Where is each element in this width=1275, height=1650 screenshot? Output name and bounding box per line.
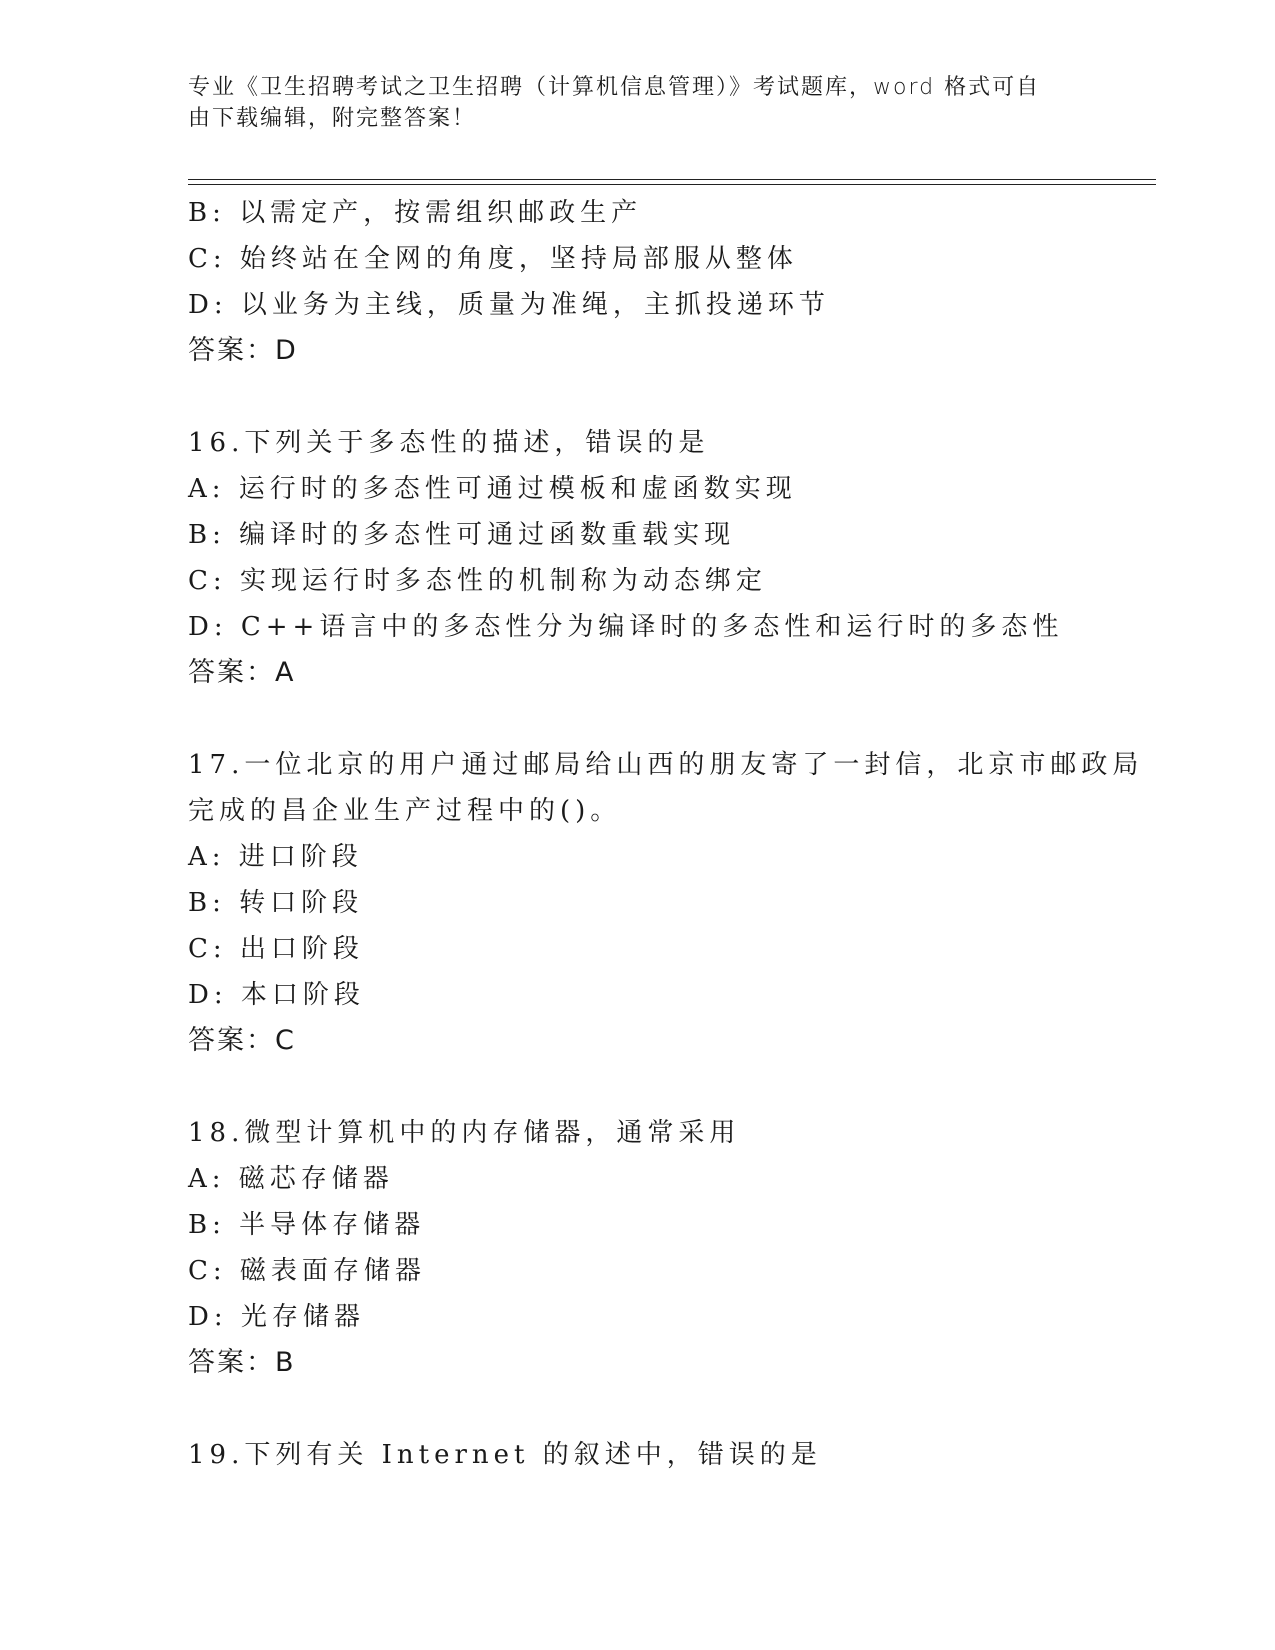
document-header bbox=[188, 72, 1068, 134]
question-18-text: 18.微型计算机中的内存储器，通常采用 bbox=[188, 1118, 741, 1148]
question-15-option-c: C: 始终站在全网的角度，坚持局部服从整体 bbox=[188, 244, 798, 274]
question-18-option-c: C: 磁表面存储器 bbox=[188, 1256, 426, 1286]
question-16-option-d: D: C++语言中的多态性分为编译时的多态性和运行时的多态性 bbox=[188, 612, 1064, 642]
spacer bbox=[188, 1386, 1128, 1432]
question-17-option-b: B: 转口阶段 bbox=[188, 888, 364, 918]
spacer bbox=[188, 696, 1128, 742]
header-divider-bottom bbox=[188, 184, 1156, 185]
spacer bbox=[188, 1064, 1128, 1110]
question-17-answer: 答案：C bbox=[188, 1025, 296, 1056]
question-17-text-line-2: 完成的昌企业生产过程中的()。 bbox=[188, 796, 622, 826]
question-18-answer: 答案：B bbox=[188, 1347, 296, 1378]
question-18 bbox=[188, 1110, 1128, 1386]
question-17-text-line-1: 17.一位北京的用户通过邮局给山西的朋友寄了一封信，北京市邮政局 bbox=[188, 750, 1144, 780]
question-16-option-a: A: 运行时的多态性可通过模板和虚函数实现 bbox=[188, 474, 797, 504]
question-16-option-c: C: 实现运行时多态性的机制称为动态绑定 bbox=[188, 566, 767, 596]
question-17-option-a: A: 进口阶段 bbox=[188, 842, 363, 872]
question-17 bbox=[188, 742, 1144, 1064]
question-19 bbox=[188, 1432, 1128, 1478]
header-line-1: 专业《卫生招聘考试之卫生招聘（计算机信息管理）》考试题库，word 格式可自 bbox=[188, 75, 1041, 100]
question-15-option-d: D: 以业务为主线，质量为准绳，主抓投递环节 bbox=[188, 290, 830, 320]
question-16-option-b: B: 编译时的多态性可通过函数重载实现 bbox=[188, 520, 736, 550]
question-18-option-d: D: 光存储器 bbox=[188, 1302, 365, 1332]
question-16-text: 16.下列关于多态性的描述，错误的是 bbox=[188, 428, 710, 458]
question-19-text: 19.下列有关 Internet 的叙述中，错误的是 bbox=[188, 1440, 822, 1470]
header-line-2: 由下载编辑，附完整答案！ bbox=[188, 106, 477, 131]
spacer bbox=[188, 374, 1128, 420]
question-15-option-b: B: 以需定产，按需组织邮政生产 bbox=[188, 198, 643, 228]
header-divider-top bbox=[188, 179, 1156, 180]
question-18-option-b: B: 半导体存储器 bbox=[188, 1210, 426, 1240]
question-16-answer: 答案：A bbox=[188, 657, 296, 688]
question-15-answer: 答案：D bbox=[188, 335, 298, 366]
question-17-option-d: D: 本口阶段 bbox=[188, 980, 365, 1010]
question-17-option-c: C: 出口阶段 bbox=[188, 934, 364, 964]
question-15 bbox=[188, 190, 1128, 374]
question-list bbox=[188, 190, 1144, 1478]
question-16 bbox=[188, 420, 1128, 696]
question-18-option-a: A: 磁芯存储器 bbox=[188, 1164, 394, 1194]
